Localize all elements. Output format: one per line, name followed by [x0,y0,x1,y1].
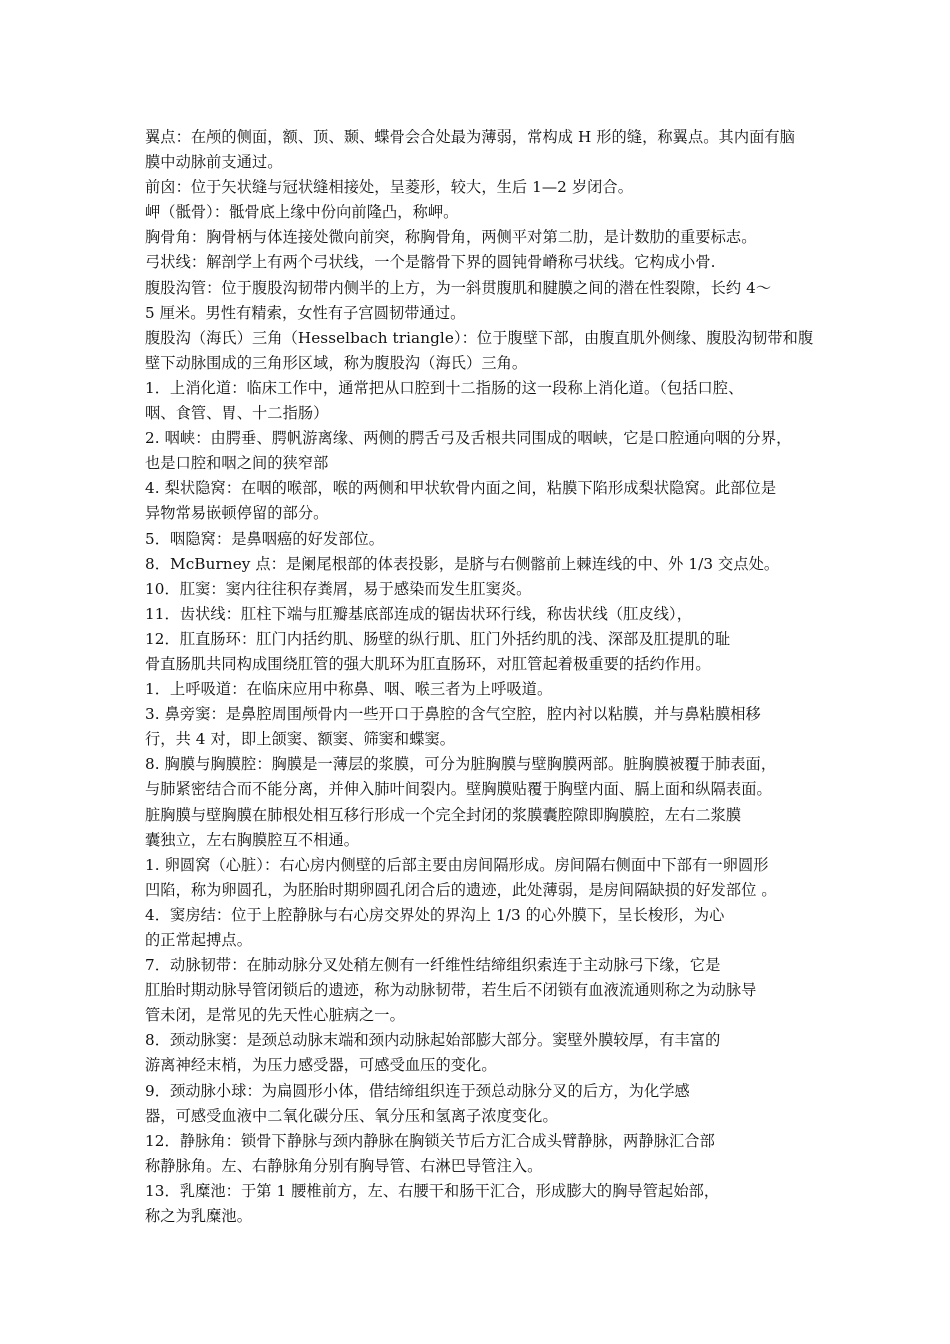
text-line: 12．静脉角：锁骨下静脉与颈内静脉在胸锁关节后方汇合成头臂静脉，两静脉汇合部 [145,1131,715,1150]
text-line: 脏胸膜与壁胸膜在肺根处相互移行形成一个完全封闭的浆膜囊腔隙即胸膜腔，左右二浆膜 [145,805,742,824]
text-line: 腹股沟（海氏）三角（Hesselbach triangle）：位于腹壁下部，由腹直肌外侧缘、腹股沟韧带和腹 [145,328,814,347]
text-line: 行，共 4 对，即上颌窦、额窦、筛窦和蝶窦。 [145,730,456,749]
text-line: 8. 胸膜与胸膜腔：胸膜是一薄层的浆膜，可分为脏胸膜与壁胸膜两部。脏胸膜被覆于肺表面， [145,755,777,774]
text-line: 1．上消化道：临床工作中，通常把从口腔到十二指肠的这一段称上消化道。（包括口腔、 [145,378,744,397]
text-line: 与肺紧密结合而不能分离，并伸入肺叶间裂内。壁胸膜贴覆于胸壁内面、膈上面和纵隔表面。 [145,780,772,799]
text-line: 2. 咽峡：由腭垂、腭帆游离缘、两侧的腭舌弓及舌根共同围成的咽峡，它是口腔通向咽的分界， [145,429,792,448]
text-line: 10．肛窦：窦内往往积存粪屑，易于感染而发生肛窦炎。 [145,579,532,598]
text-line: 13．乳糜池：于第 1 腰椎前方，左、右腰干和肠干汇合，形成膨大的胸导管起始部， [145,1181,720,1200]
text-line: 咽、食管、胃、十二指肠） [145,404,329,423]
text-line: 12．肛直肠环：肛门内括约肌、肠壁的纵行肌、肛门外括约肌的浅、深部及肛提肌的耻 [145,629,731,648]
text-line: 游离神经末梢，为压力感受器，可感受血压的变化。 [145,1056,497,1075]
text-line: 膜中动脉前支通过。 [145,153,283,172]
document-page [145,125,815,1229]
text-line: 囊独立，左右胸膜腔互不相通。 [145,830,360,849]
text-line: 8．颈动脉窦：是颈总动脉末端和颈内动脉起始部膨大部分。窦壁外膜较厚，有丰富的 [145,1031,721,1050]
text-line: 管未闭，是常见的先天性心脏病之一。 [145,1006,405,1025]
text-line: 岬（骶骨）：骶骨底上缘中份向前隆凸，称岬。 [145,203,459,222]
text-line: 称之为乳糜池。 [145,1207,253,1226]
text-line: 壁下动脉围成的三角形区域，称为腹股沟（海氏）三角。 [145,353,528,372]
text-line: 4. 梨状隐窝：在咽的喉部，喉的两侧和甲状软骨内面之间，粘膜下陷形成梨状隐窝。此部位是 [145,479,777,498]
text-line: 称静脉角。左、右静脉角分别有胸导管、右淋巴导管注入。 [145,1156,543,1175]
text-line: 前囟：位于矢状缝与冠状缝相接处，呈菱形，较大，生后 1—2 岁闭合。 [145,178,634,197]
text-line: 7．动脉韧带：在肺动脉分叉处稍左侧有一纤维性结缔组织索连于主动脉弓下缘，它是 [145,956,721,975]
text-line: 胸骨角：胸骨柄与体连接处微向前突，称胸骨角，两侧平对第二肋，是计数肋的重要标志。 [145,228,757,247]
text-line: 4．窦房结：位于上腔静脉与右心房交界处的界沟上 1/3 的心外膜下，呈长梭形，为心 [145,905,725,924]
text-line: 3. 鼻旁窦：是鼻腔周围颅骨内一些开口于鼻腔的含气空腔，腔内衬以粘膜，并与鼻粘膜相移 [145,705,761,724]
text-line: 肛胎时期动脉导管闭锁后的遗迹，称为动脉韧带，若生后不闭锁有血液流通则称之为动脉导 [145,981,757,1000]
text-line: 的正常起搏点。 [145,931,253,949]
text-line: 翼点：在颅的侧面，额、顶、颞、蝶骨会合处最为薄弱，常构成 H 形的缝，称翼点。其内面有脑 [145,128,795,146]
text-line: 8．McBurney 点：是阑尾根部的体表投影，是脐与右侧髂前上棘连线的中、外 1/3 交点处。 [145,554,780,573]
text-line: 11．齿状线：肛柱下端与肛瓣基底部连成的锯齿状环行线，称齿状线（肛皮线）， [145,604,692,623]
text-line: 9．颈动脉小球：为扁圆形小体，借结缔组织连于颈总动脉分叉的后方，为化学感 [145,1081,690,1100]
text-line: 弓状线：解剖学上有两个弓状线，一个是髂骨下界的圆钝骨嵴称弓状线。它构成小骨. [145,253,716,272]
text-line: 5 厘米。男性有精索，女性有子宫圆韧带通过。 [145,303,466,322]
text-line: 也是口腔和咽之间的狭窄部 [145,454,329,473]
text-line: 5．咽隐窝：是鼻咽癌的好发部位。 [145,529,385,548]
text-line: 器，可感受血液中二氧化碳分压、氧分压和氢离子浓度变化。 [145,1106,558,1125]
text-line: 1．上呼吸道：在临床应用中称鼻、咽、喉三者为上呼吸道。 [145,680,553,699]
text-line: 腹股沟管：位于腹股沟韧带内侧半的上方，为一斜贯腹肌和腱膜之间的潜在性裂隙，长约 4～ [145,278,772,297]
text-line: 异物常易嵌顿停留的部分。 [145,504,329,523]
text-line: 骨直肠肌共同构成围绕肛管的强大肌环为肛直肠环，对肛管起着极重要的括约作用。 [145,654,711,673]
text-line: 凹陷，称为卵圆孔，为胚胎时期卵圆孔闭合后的遗迹，此处薄弱，是房间隔缺损的好发部位 。 [145,880,777,899]
text-line: 1. 卵圆窝（心脏）：右心房内侧壁的后部主要由房间隔形成。房间隔右侧面中下部有一卵圆形 [145,855,769,874]
